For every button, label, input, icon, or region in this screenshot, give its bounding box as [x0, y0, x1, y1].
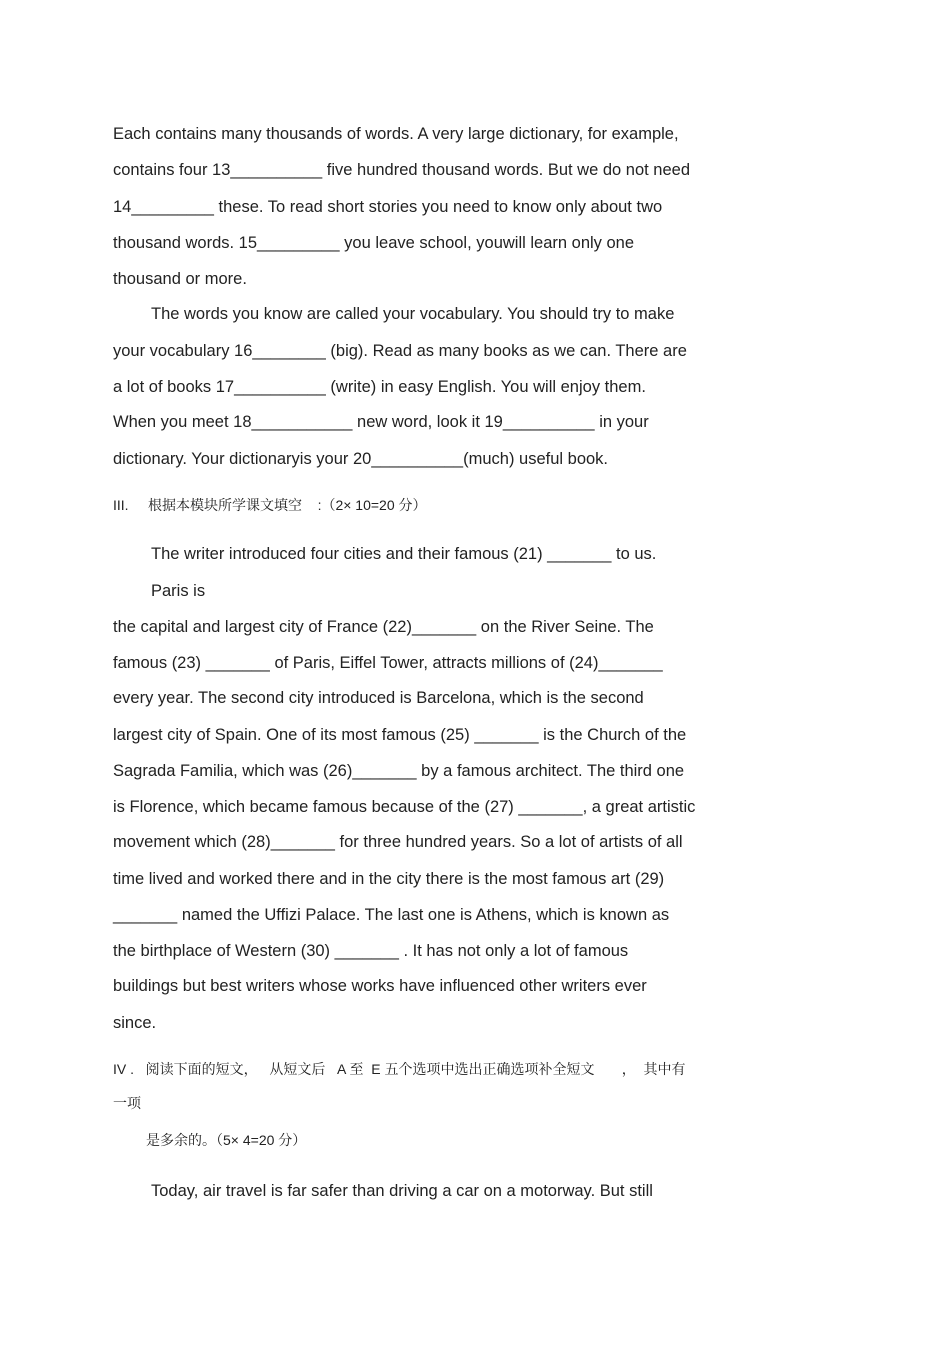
passage-line: since.	[113, 1014, 157, 1032]
passage-line: The writer introduced four cities and their famous (21) _______ to us.	[151, 545, 657, 563]
passage-line: contains four 13__________ five hundred thousand words. But we do not need	[113, 161, 691, 179]
passage-line: When you meet 18___________ new word, look it 19__________ in your	[113, 413, 649, 431]
passage-line: your vocabulary 16________ (big). Read as many books as we can. There are	[113, 342, 687, 360]
passage-line: thousand or more.	[113, 270, 247, 288]
section-heading-continued: 是多余的。（5× 4=20 分）	[146, 1132, 307, 1148]
passage-line: every year. The second city introduced is Barcelona, which is the second	[113, 689, 644, 707]
passage-line: The words you know are called your vocabulary. You should try to make	[151, 305, 675, 323]
passage-line: the birthplace of Western (30) _______ . It has not only a lot of famous	[113, 942, 629, 960]
passage-line: dictionary. Your dictionaryis your 20__________(much) useful book.	[113, 450, 608, 468]
passage-line: movement which (28)_______ for three hundred years. So a lot of artists of all	[113, 833, 683, 851]
passage-line: Paris is	[151, 582, 206, 600]
section-heading-continued: 一项	[113, 1095, 141, 1111]
passage-line: _______ named the Uffizi Palace. The last one is Athens, which is known as	[113, 906, 670, 924]
passage-line: 14_________ these. To read short stories you need to know only about two	[113, 198, 663, 216]
passage-line: famous (23) _______ of Paris, Eiffel Tower, attracts millions of (24)_______	[113, 654, 663, 672]
passage-line: the capital and largest city of France (22)_______ on the River Seine. The	[113, 618, 654, 636]
passage-line: largest city of Spain. One of its most famous (25) _______ is the Church of the	[113, 726, 687, 744]
passage-line: a lot of books 17__________ (write) in easy English. You will enjoy them.	[113, 378, 646, 396]
passage-line: Each contains many thousands of words. A very large dictionary, for example,	[113, 125, 679, 143]
passage-line: is Florence, which became famous because of the (27) _______, a great artistic	[113, 798, 696, 816]
section-heading: III. 根据本模块所学课文填空 :（2× 10=20 分）	[113, 497, 427, 513]
passage-line: Today, air travel is far safer than driving a car on a motorway. But still	[151, 1182, 653, 1200]
section-heading: IV . 阅读下面的短文， 从短文后 A 至 E 五个选项中选出正确选项补全短文 ， 其中有	[113, 1061, 686, 1077]
passage-line: thousand words. 15_________ you leave school, youwill learn only one	[113, 234, 635, 252]
passage-line: time lived and worked there and in the city there is the most famous art (29)	[113, 870, 665, 888]
passage-line: Sagrada Familia, which was (26)_______ by a famous architect. The third one	[113, 762, 685, 780]
passage-line: buildings but best writers whose works have influenced other writers ever	[113, 977, 647, 995]
